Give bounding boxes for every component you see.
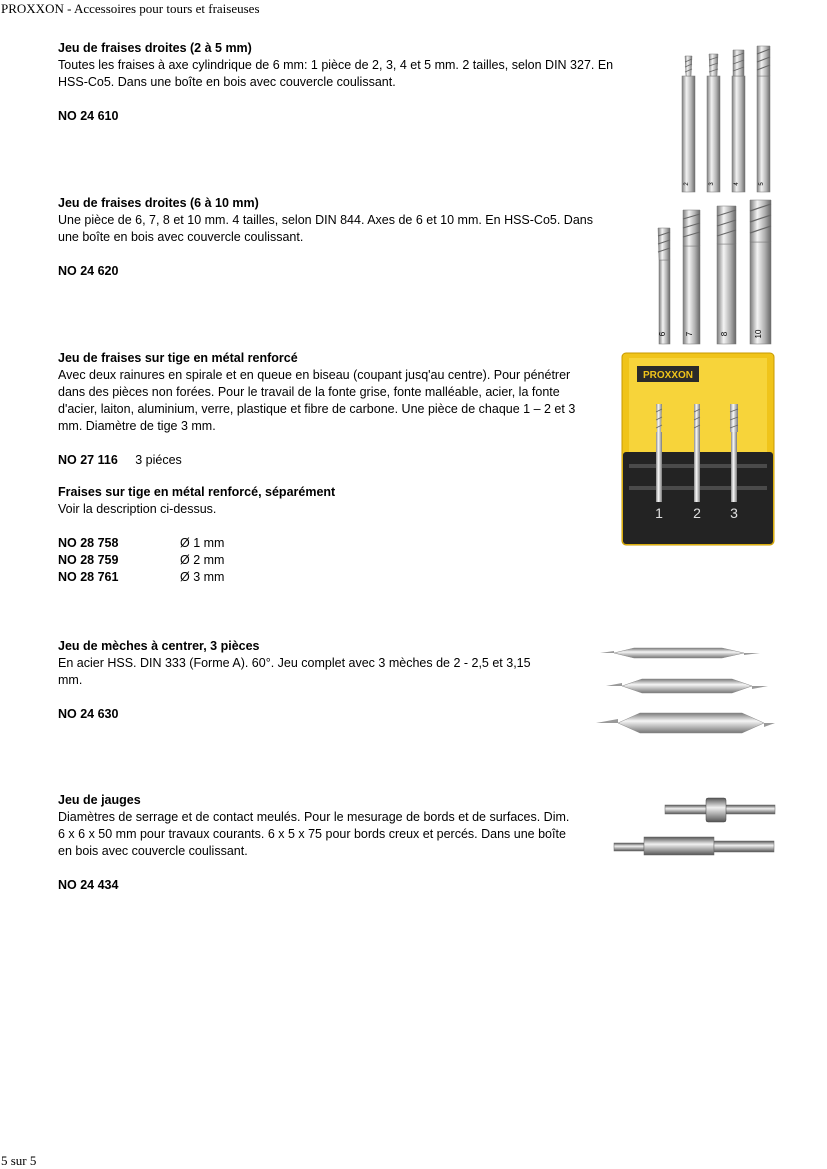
product-description-line: 6 x 6 x 50 mm pour travaux courants. 6 x 5 x 75 pour bords creux et percés. Dans une boîte — [58, 827, 566, 841]
product-quantity-note: 3 piéces — [135, 453, 182, 467]
product-section-edge-finders — [58, 792, 608, 894]
end-mill-size-label: 2 — [684, 182, 690, 186]
product-number: NO 24 610 — [58, 109, 119, 123]
product-item-row — [58, 535, 578, 552]
product-title: Jeu de mèches à centrer, 3 pièces — [58, 639, 260, 653]
product-title: Jeu de fraises droites (2 à 5 mm) — [58, 41, 252, 55]
product-title: Jeu de jauges — [58, 793, 141, 807]
product-item-size: Ø 1 mm — [180, 536, 225, 550]
product-section-straight-mills-6-10 — [58, 195, 648, 280]
product-item-code: NO 28 761 — [58, 570, 119, 584]
product-description-line: en bois avec couvercle coulissant. — [58, 844, 248, 858]
end-mill-size-label: 10 — [754, 329, 763, 339]
end-mills-2-5-image — [670, 40, 782, 195]
product-description-line: En acier HSS. DIN 333 (Forme A). 60°. Jeu complet avec 3 mèches de 2 - 2,5 et 3,15 — [58, 656, 531, 670]
end-mill-size-label: 7 — [685, 331, 694, 337]
slot-number-label: 3 — [730, 505, 738, 521]
center-drills-image — [592, 642, 777, 744]
product-item-size: Ø 2 mm — [180, 553, 225, 567]
edge-finders-image — [610, 795, 780, 863]
product-item-code: NO 28 759 — [58, 553, 119, 567]
product-item-code: NO 28 758 — [58, 536, 119, 550]
brand-logo-text: PROXXON — [642, 370, 694, 381]
product-number: NO 24 620 — [58, 264, 119, 278]
product-description-line: Une pièce de 6, 7, 8 et 10 mm. 4 tailles, selon DIN 844. Axes de 6 et 10 mm. En HSS-Co5. Dans — [58, 213, 593, 227]
product-item-row — [58, 552, 578, 569]
end-mill-size-label: 6 — [658, 331, 667, 337]
product-description-line: Toutes les fraises à axe cylindrique de 6 mm: 1 pièce de 2, 3, 4 et 5 mm. 2 tailles, selon DIN 327. En — [58, 58, 614, 72]
product-description-line: une boîte en bois avec couvercle coulissant. — [58, 230, 304, 244]
product-item-size: Ø 3 mm — [180, 570, 225, 584]
end-mill-size-label: 8 — [720, 331, 729, 337]
product-item-row — [58, 569, 578, 586]
product-description-line: Voir la description ci-dessus. — [58, 502, 217, 516]
product-description-line: Diamètres de serrage et de contact meulés. Pour le mesurage de bords et de surfaces. Dim. — [58, 810, 570, 824]
carbide-mills-box-image — [621, 352, 775, 546]
page-header-title: PROXXON - Accessoires pour tours et fraiseuses — [1, 1, 260, 16]
end-mills-6-10-image — [650, 196, 780, 346]
product-title: Fraises sur tige en métal renforcé, séparément — [58, 485, 336, 499]
product-number: NO 27 116 — [58, 453, 118, 467]
end-mill-size-label: 5 — [759, 182, 765, 186]
product-section-carbide-mills-single — [58, 484, 578, 586]
product-title: Jeu de fraises droites (6 à 10 mm) — [58, 196, 259, 210]
product-number: NO 24 434 — [58, 878, 119, 892]
product-description-line: HSS-Co5. Dans une boîte en bois avec couvercle coulissant. — [58, 75, 396, 89]
end-mill-size-label: 4 — [734, 182, 740, 186]
product-description-line: dans des pièces non forées. Pour le travail de la fonte grise, fonte malléable, acier, la fonte — [58, 385, 560, 399]
slot-number-label: 1 — [655, 505, 663, 521]
product-description-line: mm. Diamètre de tige 3 mm. — [58, 419, 216, 433]
product-section-straight-mills-2-5 — [58, 40, 658, 125]
end-mill-size-label: 3 — [709, 182, 715, 186]
product-description-line: Avec deux rainures en spirale et en queue en biseau (coupant jusq'au centre). Pour pénétrer — [58, 368, 571, 382]
product-number: NO 24 630 — [58, 707, 119, 721]
page-footer-number: 5 sur 5 — [1, 1153, 37, 1168]
product-title: Jeu de fraises sur tige en métal renforcé — [58, 351, 298, 365]
product-number-row — [58, 452, 618, 469]
product-description-line: d'acier, laiton, aluminium, verre, plastique et fibre de carbone. Une pièce de chaque 1 – 2 et 3 — [58, 402, 576, 416]
slot-number-label: 2 — [693, 505, 701, 521]
product-section-carbide-mills-set — [58, 350, 618, 469]
product-description-line: mm. — [58, 673, 83, 687]
product-section-center-drills — [58, 638, 578, 723]
